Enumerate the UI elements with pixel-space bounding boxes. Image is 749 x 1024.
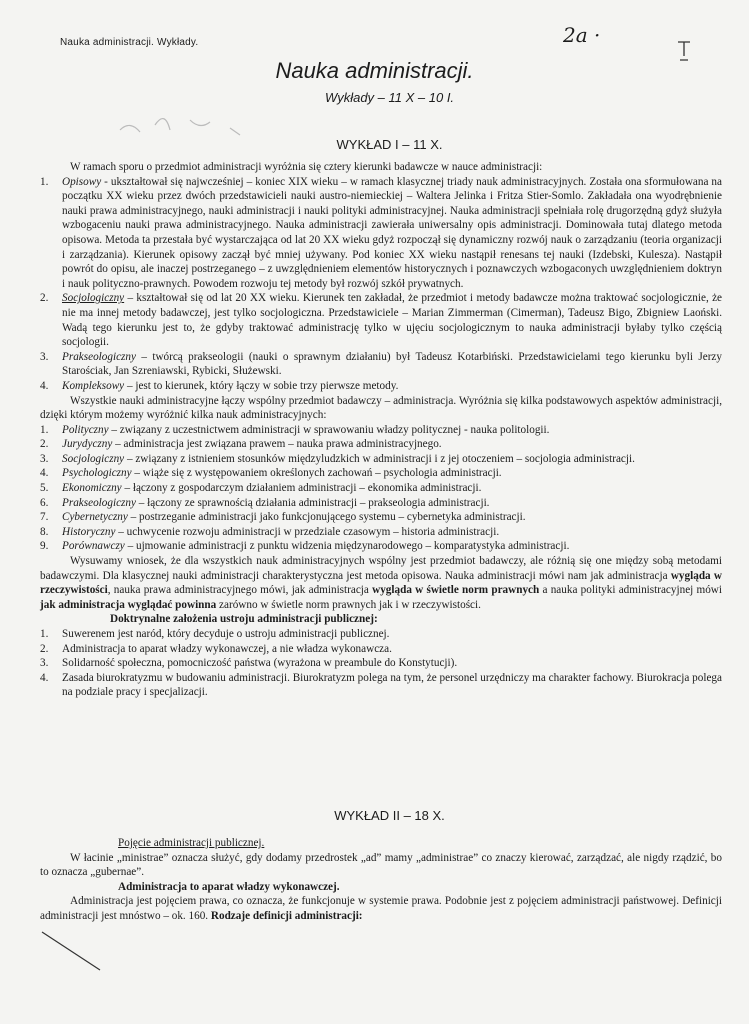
list-item xyxy=(40,496,722,511)
list-number: 4. xyxy=(40,671,49,684)
list-item xyxy=(40,510,722,525)
list-item xyxy=(40,379,722,394)
list-number: 4. xyxy=(40,379,49,392)
list-item xyxy=(40,452,722,467)
list-item xyxy=(40,656,722,671)
list-number: 2. xyxy=(40,292,49,305)
lecture-2-paragraph: W łacinie „ministrae” oznacza służyć, gdy dodamy przedrostek „ad” mamy „administrae” co znaczy kierować, zarządzać, ale nigdy rządzić, bo to oznacza „gubernae”. xyxy=(40,851,722,879)
list-label: Historyczny xyxy=(62,525,116,538)
list-item xyxy=(40,642,722,657)
lecture-1-paragraph: Wszystkie nauki administracyjne łączy wspólny przedmiot badawczy – administracja. Wyróżnia się kilka podstawowych aspektów administracji, dzięki którym możemy wyróżnić kilka nauk administracyjnych: xyxy=(40,394,722,422)
list-number: 2. xyxy=(40,438,49,451)
text-run-bold: wygląda w świetle norm prawnych xyxy=(372,584,540,597)
text-run-bold: jak administracja wyglądać powinna xyxy=(40,598,217,611)
text-run: a nauka polityki administracyjnej mówi xyxy=(539,584,722,597)
list-label: Kompleksowy xyxy=(62,379,125,392)
page-subtitle: Wykłady – 11 X – 10 I. xyxy=(324,90,455,105)
list-text: – łączony ze sprawnością działania administracji – prakseologia administracji. xyxy=(135,496,490,509)
lecture-2-body xyxy=(40,836,722,924)
list-text: – postrzeganie administracji jako funkcjonującego systemu – cybernetyka administracji. xyxy=(127,511,526,524)
list-item xyxy=(40,175,722,292)
list-text: Suwerenem jest naród, który decyduje o ustroju administracji publicznej. xyxy=(62,628,390,640)
list-number: 1. xyxy=(40,175,49,188)
list-label: Polityczny xyxy=(62,423,109,436)
list-label: Socjologiczny xyxy=(62,452,125,465)
list-number: 4. xyxy=(40,467,49,480)
list-item xyxy=(40,539,722,554)
lecture-2-subheading: Pojęcie administracji publicznej. xyxy=(118,837,265,849)
list-text: – administracja jest związana prawem – nauka prawa administracyjnego. xyxy=(112,438,442,451)
list-item xyxy=(40,481,722,496)
text-run: zarówno w świetle norm prawnych jak i w rzeczywistości. xyxy=(216,598,481,611)
list-label: Socjologiczny xyxy=(62,292,125,305)
list-item xyxy=(40,423,722,438)
text-run: Administracja jest pojęciem prawa, co oznacza, że funkcjonuje w systemie prawa. Podobnie jest z pojęciem administracji państwowej. Definicji administracji jest mnóstwo – ok. 160. xyxy=(40,895,722,922)
list-text: Zasada biurokratyzmu w budowaniu administracji. Biurokratyzm polega na tym, że personel urzędniczy ma charakter fachowy. Biurokracja polega na podziale pracy i specjalizacji. xyxy=(62,671,722,699)
lecture-1-intro: W ramach sporu o przedmiot administracji wyróżnia się cztery kierunki badawcze w nauce administracji: xyxy=(70,161,543,173)
lecture-1-body xyxy=(40,160,722,700)
list-item xyxy=(40,291,722,349)
list-number: 1. xyxy=(40,628,49,640)
list-label: Prakseologiczny xyxy=(62,496,136,509)
list-text: – ujmowanie administracji z punktu widzenia międzynarodowego – komparatystyka administracji. xyxy=(124,540,570,553)
list-text: – wiąże się z występowaniem określonych zachowań – psychologia administracji. xyxy=(131,467,502,480)
list-number: 1. xyxy=(40,423,49,436)
list-number: 9. xyxy=(40,540,49,553)
text-run: Wysuwamy wniosek, że dla wszystkich nauk administracyjnych wspólny jest przedmiot badawczy, ale różnią się one między sobą metodami badawczymi. Dla klasycznej nauki administracji charakterystyczna jest metoda opisowa. Nauka administracji mówi nam jak administracja xyxy=(40,555,722,582)
document-header: Nauka administracji. Wykłady. xyxy=(60,37,199,48)
list-text: Solidarność społeczna, pomocniczość państwa (wyrażona w preambule do Konstytucji). xyxy=(62,657,458,670)
list-label: Psychologiczny xyxy=(62,467,132,480)
list-label: Porównawczy xyxy=(62,540,125,553)
list-number: 3. xyxy=(40,657,49,670)
list-item xyxy=(40,350,722,379)
list-item xyxy=(40,437,722,452)
list-item xyxy=(40,627,722,642)
lecture-2-definitions xyxy=(40,894,722,923)
list-number: 6. xyxy=(40,496,49,509)
list-text: Administracja to aparat władzy wykonawczej, a nie władza wykonawcza. xyxy=(62,642,392,655)
list-label: Prakseologiczny xyxy=(62,350,136,363)
lecture-1-heading: WYKŁAD I – 11 X. xyxy=(336,137,443,152)
list-number: 8. xyxy=(40,525,49,538)
list-label: Ekonomiczny xyxy=(62,482,122,495)
list-text: - ukształtował się najwcześniej – koniec XIX wieku – w ramach klasycznej triady nauk administracyjnych. Została ona sformułowana na początku XX wieku przez dwóch przedstawicieli nauki austro-niemieckiej – Waltera Jelinka i Fritza Stier-Somlo. Zakładała ona wyodrębnienie nauki prawa administracyjnego, nauki administracji i nauki polityki administracyjnej. Nauka administracji spełniała rolę drugorzędną gdyż służyła wzbogaceniu nauki prawa administracyjnego. Nauka administracji zawierała uniwersalny opis administracji. Dominowała tutaj dlatego metoda opisowa. Metoda ta przestała być wystarczająca od lat 20 XX wieku gdyż rozpoczął się dynamiczny rozwój nauk o zarządzaniu (teoria organizacji i zarządzania). Kierunek opisowy zaczął być mniej używany. Pod koniec XX wieku nastąpił renesans tej nauki (Izdebski, Kulesza). Nastąpił powrót do opisu, ale inaczej postrzeganego – z uwzględnieniem elementów historycznych i poznawczych wzbogaconych uwzględnieniem doktryn i nauk polityczno-prawnych. Powodem rozwoju tej metody był rozwój szkół prywatnych. xyxy=(62,175,722,290)
lecture-2-bold-line: Administracja to aparat władzy wykonawczej. xyxy=(118,880,340,893)
handwritten-page-mark: 2a · xyxy=(563,23,601,47)
scan-artifact-icon xyxy=(40,930,130,980)
list-text: – łączony z gospodarczym działaniem administracji – ekonomika administracji. xyxy=(121,482,482,495)
lecture-2-heading: WYKŁAD II – 18 X. xyxy=(334,808,445,823)
list-label: Jurydyczny xyxy=(62,438,113,451)
list-text: – związany z uczestnictwem administracji w sprawowaniu władzy politycznej - nauka politologii. xyxy=(108,423,550,436)
lecture-1-conclusion xyxy=(40,554,722,612)
page-title: Nauka administracji. xyxy=(275,58,474,83)
list-number: 5. xyxy=(40,482,49,495)
list-item xyxy=(40,466,722,481)
text-run-bold: Rodzaje definicji administracji: xyxy=(210,909,363,922)
list-text: – kształtował się od lat 20 XX wieku. Kierunek ten zakładał, że przedmiot i metody badawcze można traktować socjologicznie, że nie ma innej metody badawczej, jest tylko socjologiczna. Przedstawiciele – Marian Zimmerman (Cimerman), Tadeusz Bigo, Zbigniew Laoński. Wadą tego kierunku jest to, że gdyby traktować administrację tylko w ujęciu socjologicznym to nauka administracji byłaby tylko częścią socjologii. xyxy=(62,292,722,349)
list-number: 3. xyxy=(40,452,49,465)
text-run-bold: wygląda w rzeczywistości xyxy=(40,569,722,597)
list-item xyxy=(40,525,722,540)
list-number: 3. xyxy=(40,350,49,363)
list-item xyxy=(40,671,722,700)
list-text: – twórcą prakseologii (nauki o sprawnym działaniu) był Tadeusz Kotarbiński. Przedstawicielami tego kierunku byli Jerzy Starościak, Jan Szreniawski, Rybicki, Służewski. xyxy=(62,350,722,378)
principles-heading: Doktrynalne założenia ustroju administracji publicznej: xyxy=(110,613,378,626)
list-label: Opisowy xyxy=(62,175,102,188)
list-text: – związany z istnieniem stosunków międzyludzkich w administracji i z jej otoczeniem – socjologia administracji. xyxy=(124,452,635,465)
list-text: – jest to kierunek, który łączy w sobie trzy pierwsze metody. xyxy=(124,379,399,392)
list-label: Cybernetyczny xyxy=(62,511,128,524)
text-run: , nauka prawa administracyjnego mówi, jak administracja xyxy=(107,584,373,597)
list-text: – uchwycenie rozwoju administracji w przedziale czasowym – historia administracji. xyxy=(115,525,500,538)
list-number: 2. xyxy=(40,642,49,655)
list-number: 7. xyxy=(40,511,49,524)
